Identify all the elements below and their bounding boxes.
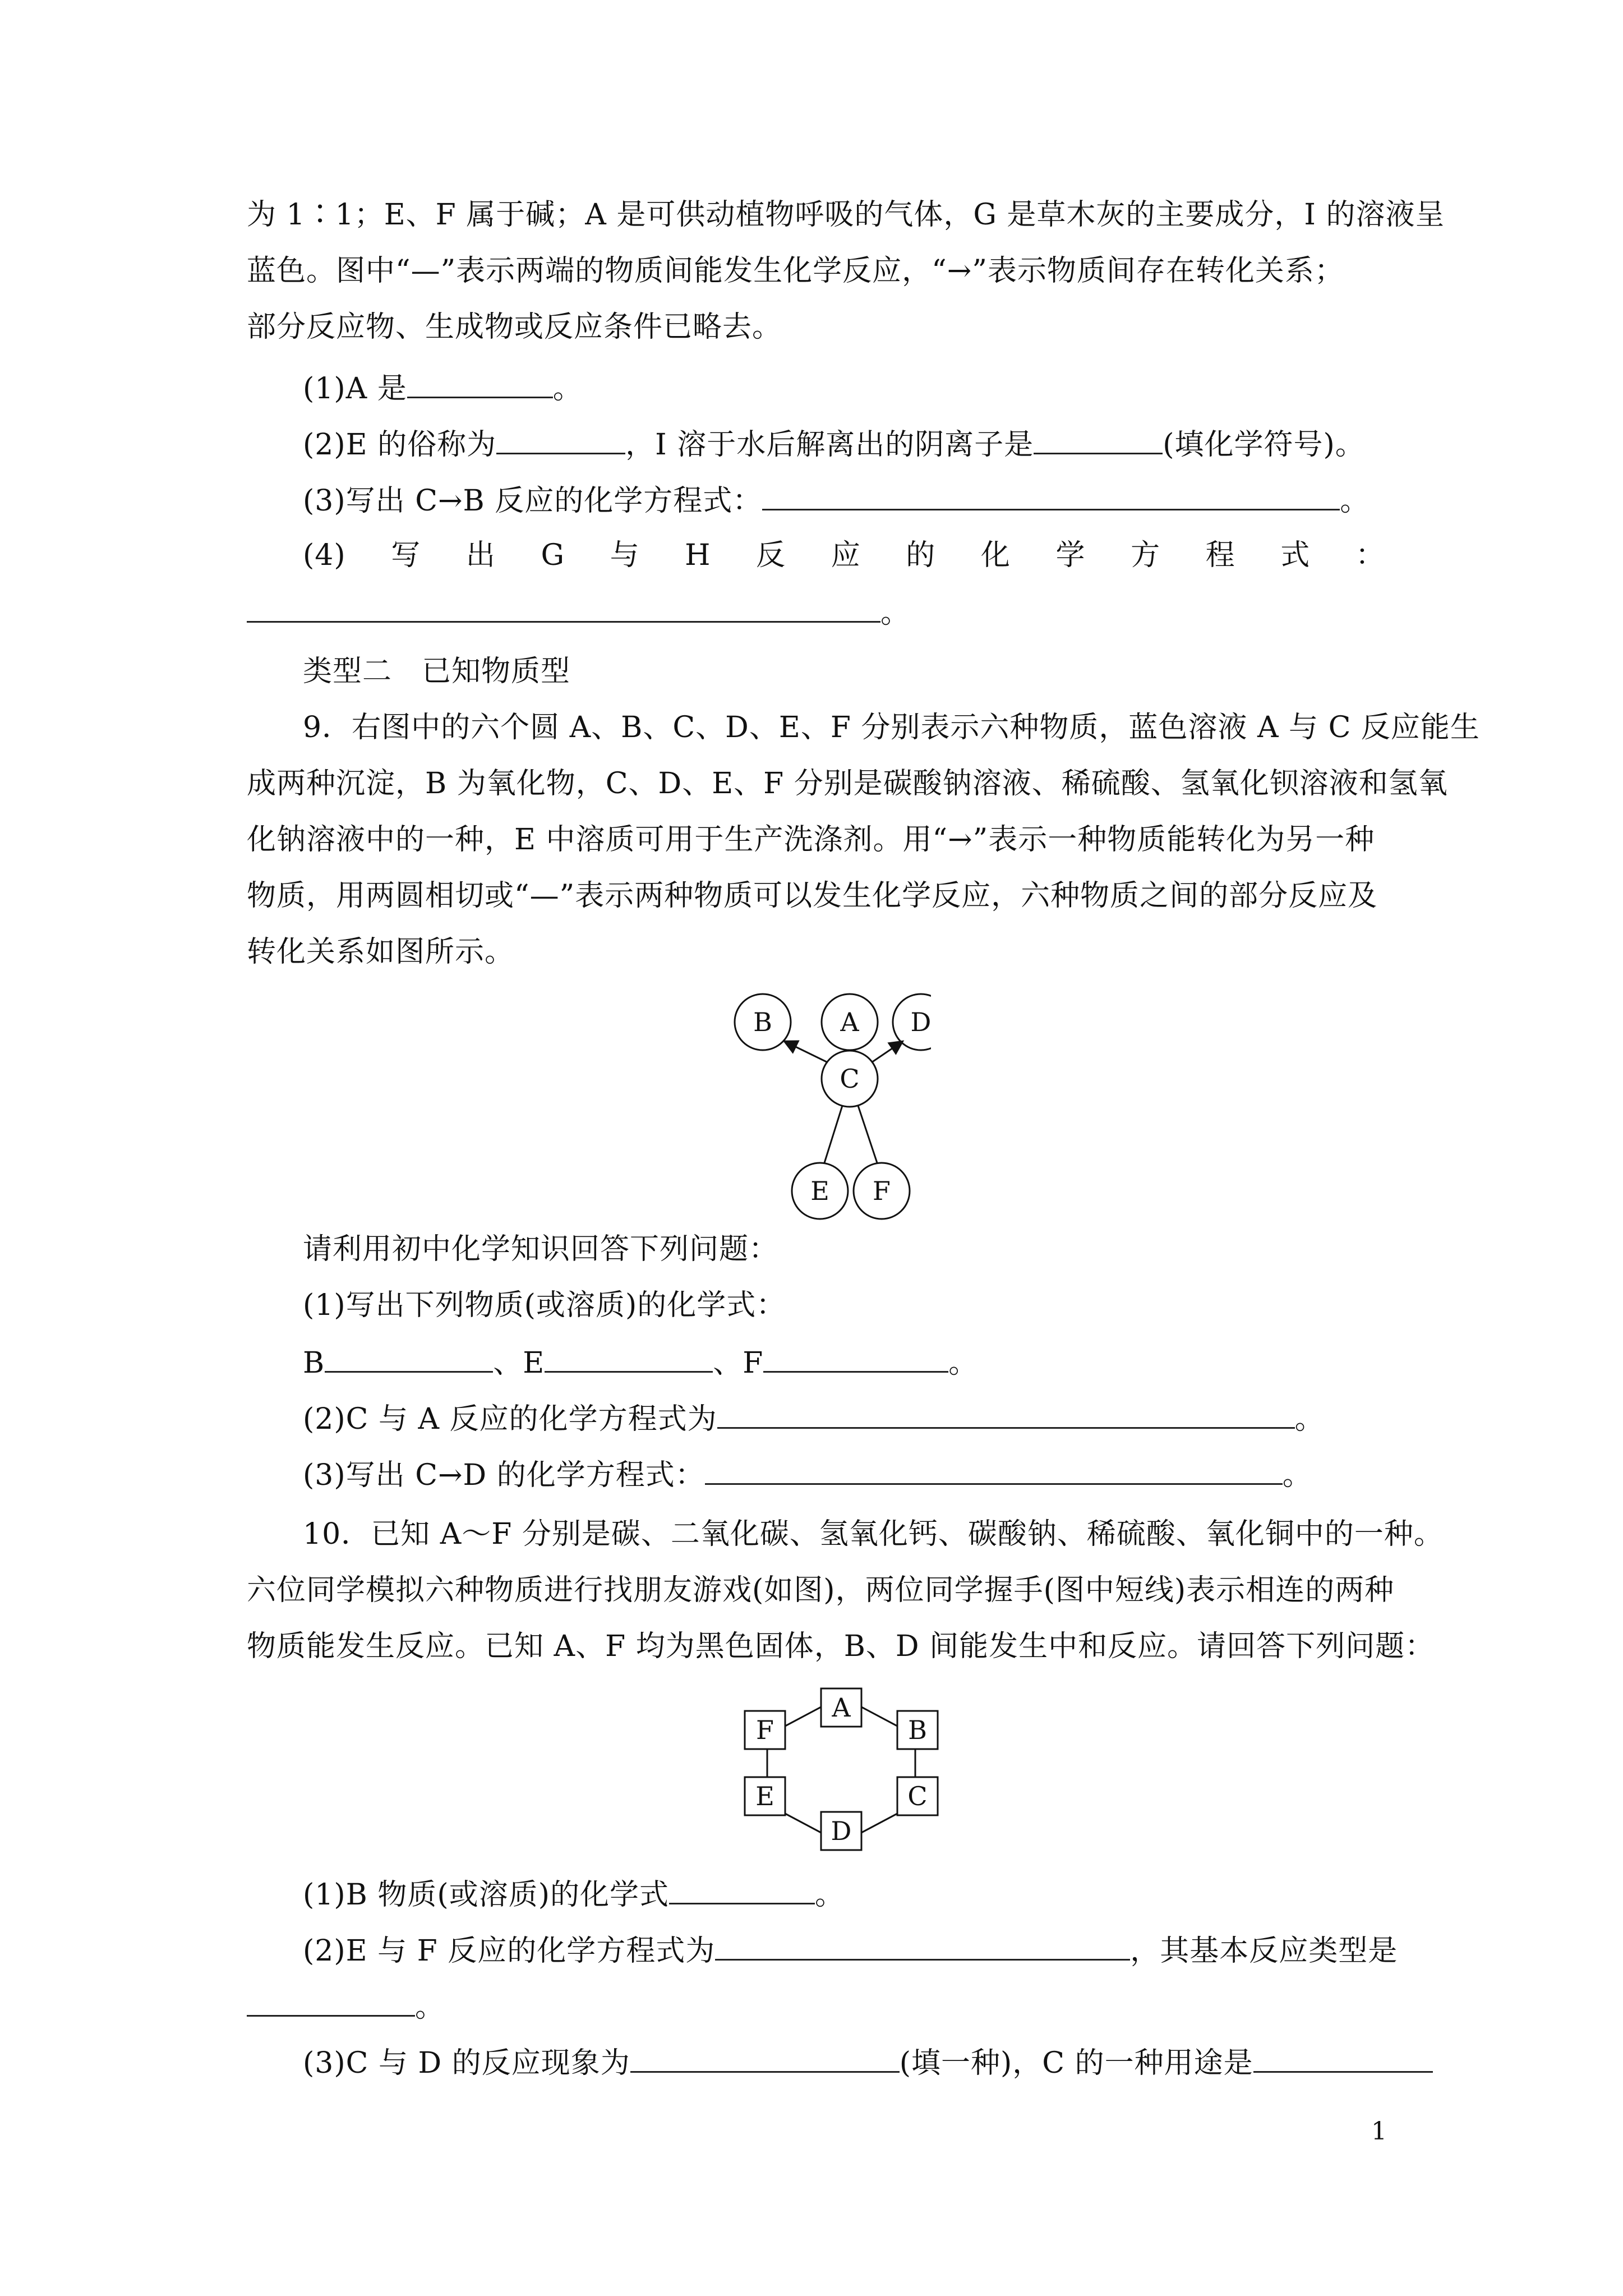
q8-part-3: (3)写出 C→B 反应的化学方程式： 。 — [303, 480, 1385, 521]
answer-blank[interactable] — [705, 1454, 1283, 1485]
q10-line-2: 六位同学模拟六种物质进行找朋友游戏(如图)，两位同学握手(图中短线)表示相连的两种 — [247, 1573, 1395, 1607]
q10-part-3: (3)C 与 D 的反应现象为 (填一种)，C 的一种用途是 — [303, 2042, 1385, 2083]
answer-blank[interactable] — [669, 1874, 815, 1904]
label-e: E — [810, 1176, 829, 1206]
intro-line-1: 为 1∶1；E、F 属于碱；A 是可供动植物呼吸的气体，G 是草木灰的主要成分，I 的溶液呈 — [247, 198, 1445, 232]
label-c: C — [840, 1064, 860, 1094]
q10-line-3: 物质能发生反应。已知 A、F 均为黑色固体，B、D 间能发生中和反应。请回答下列问题： — [247, 1630, 1435, 1663]
link-a-b — [861, 1707, 897, 1726]
q8-part-2: (2)E 的俗称为 ，I 溶于水后解离出的阴离子是 (填化学符号)。 — [303, 424, 1385, 464]
section-heading: 类型二 已知物质型 — [303, 655, 571, 688]
q9-part-1: (1)写出下列物质(或溶质)的化学式： — [303, 1289, 786, 1322]
label-e: E — [755, 1781, 774, 1811]
arrow-c-to-d — [872, 1041, 903, 1062]
q9-line-1: 9．右图中的六个圆 A、B、C、D、E、F 分别表示六种物质，蓝色溶液 A 与 C 反应能生 — [303, 711, 1480, 744]
page-number: 1 — [1371, 2117, 1387, 2146]
q8-part-4-answer: 。 — [247, 592, 1385, 633]
q10-part-1: (1)B 物质(或溶质)的化学式 。 — [303, 1874, 1385, 1915]
answer-blank[interactable] — [630, 2042, 900, 2073]
answer-blank[interactable] — [1253, 2042, 1433, 2073]
answer-blank[interactable] — [762, 480, 1340, 510]
answer-blank[interactable] — [496, 424, 625, 454]
answer-blank[interactable] — [407, 367, 553, 398]
q10-box-diagram — [729, 1686, 953, 1854]
link-f-a — [785, 1707, 821, 1726]
q9-line-3: 化钠溶液中的一种，E 中溶质可用于生产洗涤剂。用“→”表示一种物质能转化为另一种 — [247, 823, 1375, 857]
q10-line-1: 10．已知 A～F 分别是碳、二氧化碳、氢氧化钙、碳酸钠、稀硫酸、氧化铜中的一种。 — [303, 1517, 1444, 1551]
label-f: F — [756, 1715, 774, 1745]
label-a: A — [832, 1692, 851, 1723]
label-a: A — [840, 1007, 859, 1037]
arrow-c-to-b — [784, 1041, 828, 1062]
intro-line-2: 蓝色。图中“—”表示两端的物质间能发生化学反应，“→”表示物质间存在转化关系； — [247, 254, 1344, 288]
answer-blank[interactable] — [545, 1342, 713, 1373]
q9-ask: 请利用初中化学知识回答下列问题： — [303, 1232, 779, 1266]
q9-line-5: 转化关系如图所示。 — [247, 935, 515, 969]
answer-blank[interactable] — [763, 1342, 948, 1373]
q9-part-1-answers: B 、E 、F 。 — [303, 1342, 1385, 1383]
q9-part-3: (3)写出 C→D 的化学方程式： 。 — [303, 1454, 1385, 1495]
q8-part-1: (1)A 是 。 — [303, 367, 1385, 408]
link-c-d — [861, 1814, 897, 1833]
link-d-e — [785, 1814, 821, 1833]
q8-part-4: (4) 写 出 G 与 H 反 应 的 化 学 方 程 式 ： — [303, 539, 1385, 572]
q10-part-2-answer: 。 — [247, 1986, 1385, 2027]
label-c: C — [907, 1781, 928, 1811]
link-c-f — [858, 1106, 877, 1163]
link-c-e — [824, 1106, 842, 1163]
q9-line-2: 成两种沉淀，B 为氧化物，C、D、E、F 分别是碳酸钠溶液、稀硫酸、氢氧化钡溶液和氢氧 — [247, 767, 1448, 800]
label-b: B — [908, 1715, 927, 1745]
q9-part-2: (2)C 与 A 反应的化学方程式为 。 — [303, 1398, 1385, 1439]
answer-blank[interactable] — [715, 1930, 1130, 1961]
label-b: B — [753, 1007, 772, 1037]
answer-blank[interactable] — [717, 1398, 1295, 1429]
intro-line-3: 部分反应物、生成物或反应条件已略去。 — [247, 310, 782, 344]
answer-blank[interactable] — [1034, 424, 1163, 454]
answer-blank[interactable] — [247, 1986, 415, 2017]
label-d: D — [910, 1007, 931, 1037]
label-d: D — [831, 1816, 852, 1846]
label-f: F — [873, 1176, 891, 1206]
answer-blank[interactable] — [325, 1342, 493, 1373]
q9-circle-diagram — [718, 987, 931, 1240]
answer-blank[interactable] — [247, 592, 880, 623]
q10-part-2: (2)E 与 F 反应的化学方程式为 ，其基本反应类型是 — [303, 1930, 1385, 1971]
q9-line-4: 物质，用两圆相切或“—”表示两种物质可以发生化学反应，六种物质之间的部分反应及 — [247, 879, 1378, 913]
